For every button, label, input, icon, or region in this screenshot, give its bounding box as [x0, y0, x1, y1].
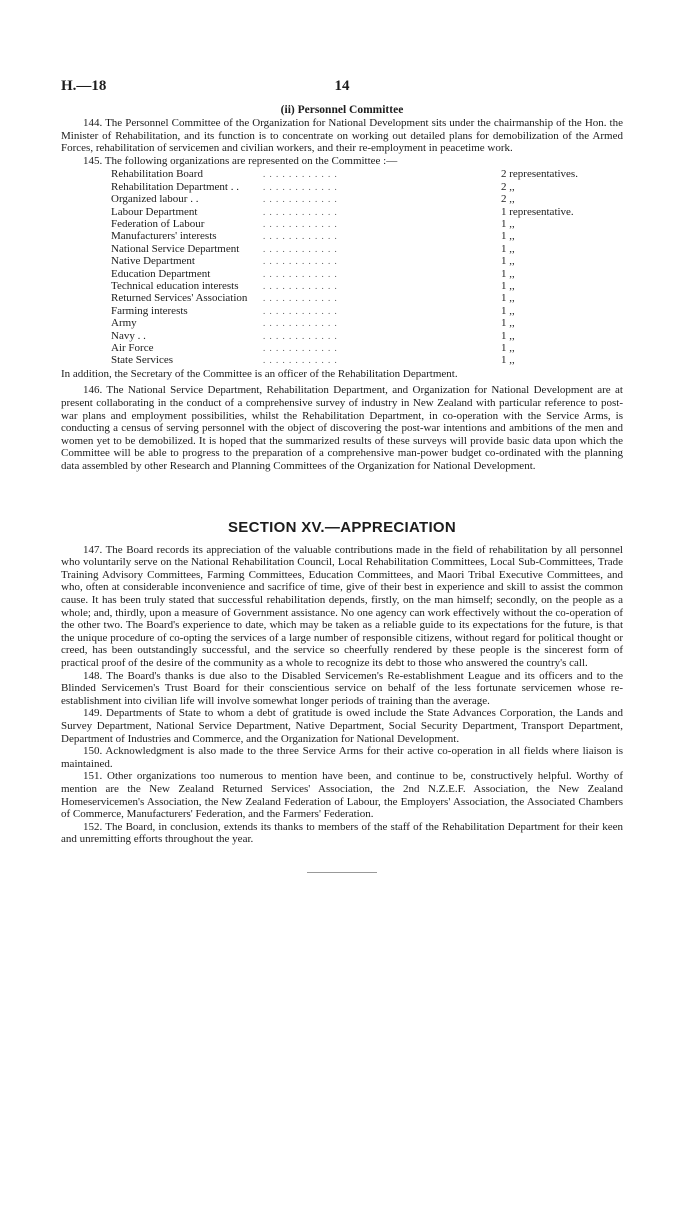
organization-name: Farming interests: [111, 304, 188, 317]
paragraph: 149. Departments of State to whom a debt of gratitude is owed include the State Advances Corporation, the Lands and Survey Department, National Service Department, Native Department, Social Security Department, Transport Department, Department of Industries and Commerce, and the Organization for National Development.: [61, 707, 623, 745]
dot-leader: . . . . . . . . . . . .: [263, 318, 338, 329]
dot-leader: . . . . . . . . . . . .: [263, 169, 338, 180]
representation-count: 1 ,,: [501, 230, 515, 243]
paragraphs-survey: [61, 384, 623, 472]
organization-row: [111, 317, 578, 329]
page-header: [61, 78, 623, 100]
organization-row: [111, 330, 578, 342]
representation-count: 1 ,,: [501, 218, 515, 230]
paragraph: 151. Other organizations too numerous to mention have been, and continue to be, constructively helpful. Worthy of mention are the New Zealand Returned Services' Association, the 2nd N.Z.E.F. Association, the New Zealand Homeservicemen's Association, the New Zealand Federation of Labour, the Employers' Association, the Associated Chambers of Commerce, Manufacturers' Federation, and the Farmers' Federation.: [61, 770, 623, 821]
representation-count: 1 ,,: [501, 242, 515, 255]
dot-leader: . . . . . . . . . . . .: [263, 194, 338, 205]
representation-count: 1 ,,: [501, 292, 515, 305]
section-title: SECTION XV.—APPRECIATION: [227, 518, 457, 536]
paragraph: 150. Acknowledgment is also made to the three Service Arms for their active co-operation in all fields where liaison is maintained.: [61, 745, 623, 770]
representation-count: 2 ,,: [501, 193, 515, 206]
dot-leader: . . . . . . . . . . . .: [263, 281, 338, 292]
representation-count: 1 ,,: [501, 304, 515, 317]
organization-name: Manufacturers' interests: [111, 230, 217, 243]
representation-count: 1 ,,: [501, 354, 515, 367]
representation-count: 2 ,,: [501, 180, 515, 193]
representation-count: 1 representative.: [501, 205, 574, 218]
organization-name: National Service Department: [111, 242, 240, 255]
dot-leader: . . . . . . . . . . . .: [263, 219, 338, 229]
organization-row: [111, 181, 578, 193]
organization-row: [111, 206, 578, 218]
dot-leader: . . . . . . . . . . . .: [263, 330, 338, 341]
subsection-title: (ii) Personnel Committee: [280, 104, 404, 116]
organization-name: Navy . .: [111, 329, 146, 342]
end-rule: [307, 872, 377, 873]
organization-name: Federation of Labour: [111, 218, 205, 230]
organization-row: [111, 218, 578, 230]
organization-name: Labour Department: [111, 205, 198, 218]
organization-row: [111, 342, 578, 354]
organization-name: Air Force: [111, 342, 154, 355]
dot-leader: . . . . . . . . . . . .: [263, 243, 338, 254]
dot-leader: . . . . . . . . . . . .: [263, 305, 338, 316]
dot-leader: . . . . . . . . . . . .: [263, 268, 338, 279]
organization-row: [111, 305, 578, 317]
dot-leader: . . . . . . . . . . . .: [263, 231, 338, 242]
organization-row: [111, 230, 578, 242]
organization-name: Education Department: [111, 267, 211, 280]
dot-leader: . . . . . . . . . . . .: [263, 343, 338, 354]
organization-name: Organized labour . .: [111, 193, 199, 206]
dot-leader: . . . . . . . . . . . .: [263, 355, 338, 366]
organization-row: [111, 168, 578, 180]
dot-leader: . . . . . . . . . . . .: [263, 256, 338, 267]
organization-name: Technical education interests: [111, 280, 239, 293]
paragraphs-appreciation: [61, 544, 623, 846]
paragraph: 146. The National Service Department, Rehabilitation Department, and Organization for National Development are at present collaborating in the conduct of a comprehensive survey of industry in New Zealand with particular reference to post-war plans and employment possibilities, whilst the Rehabilitation Department, in co-operation with the Service Arms, is conducting a census of serving personnel with the object of discovering the post-war intentions and ambitions of the men and women yet to be demobilized. It is hoped that the summarized results of these surveys will provide basic data upon which the Committee will be able to progress to the preparation of a comprehensive man-power budget co-ordinated with the planning data assembled by other Research and Planning Committees of the Organization for National Development.: [61, 384, 623, 473]
dot-leader: . . . . . . . . . . . .: [263, 181, 338, 192]
document-page: [61, 78, 623, 873]
organization-name: Rehabilitation Department . .: [111, 180, 239, 193]
page-number: 14: [334, 78, 350, 94]
organization-row: [111, 255, 578, 267]
representation-count: 1 ,,: [501, 255, 515, 268]
list-intro: 145. The following organizations are represented on the Committee :—: [83, 154, 398, 167]
dot-leader: . . . . . . . . . . . .: [263, 206, 338, 217]
paragraph: 147. The Board records its appreciation of the valuable contributions made in the field of rehabilitation by all personnel who voluntarily serve on the National Rehabilitation Council, Local Rehabilitation Committees, Local Sub-Committees, Trade Training Advisory Committees, Farming Committees, Education Committees, and Maori Tribal Executive Committees, and who, often at considerable inconvenience and sacrifice of time, give of their best in experience and skill to assist the common cause. It has been truly stated that successful rehabilitation depends, firstly, on the man himself; secondly, on the people as a whole; and, thirdly, upon a measure of Government assistance. No one agency can work effectively without the co-operation of the other two. The Board's experience to date, which may be taken as a reliable guide to its expectations for the future, is that the unique procedure of co-opting the services of a large number of responsible citizens, without regard for political thought or creed, has been outstandingly successful, and the service so cheerfully rendered by these people is the sincerest form of practical proof of the desire of the community as a whole to recognize its debt to those who answered the country's call.: [61, 543, 623, 669]
organization-row: [111, 243, 578, 255]
organization-row: [111, 280, 578, 292]
document-reference: H.—18: [61, 78, 107, 94]
organization-row: [111, 193, 578, 205]
representation-count: 1 ,,: [501, 267, 515, 280]
organization-name: Returned Services' Association: [111, 292, 248, 305]
paragraph: 148. The Board's thanks is due also to the Disabled Servicemen's Re-establishment League and its officers and to the Blinded Servicemen's Trust Board for their conscientious service on behalf of the less fortunate servicemen whose re-establishment into civilian life will involve somewhat longer periods of training than the average.: [61, 669, 623, 707]
after-list-note: In addition, the Secretary of the Committee is an officer of the Rehabilitation Department.: [61, 367, 458, 380]
paragraphs-personnel: [61, 117, 623, 155]
representation-count: 1 ,,: [501, 342, 515, 355]
organization-row: [111, 354, 578, 366]
organization-name: Native Department: [111, 255, 195, 268]
paragraph: 152. The Board, in conclusion, extends its thanks to members of the staff of the Rehabilitation Department for their keen and unremitting efforts throughout the year.: [61, 820, 623, 846]
representation-count: 1 ,,: [501, 317, 515, 330]
organization-name: State Services: [111, 354, 174, 367]
representation-count: 2 representatives.: [501, 168, 578, 181]
organization-row: [111, 292, 578, 304]
organization-name: Rehabilitation Board: [111, 168, 203, 181]
representation-count: 1 ,,: [501, 329, 515, 342]
organization-row: [111, 268, 578, 280]
organizations-table: [111, 168, 578, 367]
organization-name: Army: [111, 317, 137, 330]
representation-count: 1 ,,: [501, 280, 515, 293]
paragraph: 144. The Personnel Committee of the Organization for National Development sits under the chairmanship of the Hon. the Minister of Rehabilitation, and its function is to concentrate on working out detailed plans for demobilization of the Armed Forces, rehabilitation of servicemen and civilian workers, and their re-employment in peacetime work.: [61, 117, 623, 155]
dot-leader: . . . . . . . . . . . .: [263, 293, 338, 304]
